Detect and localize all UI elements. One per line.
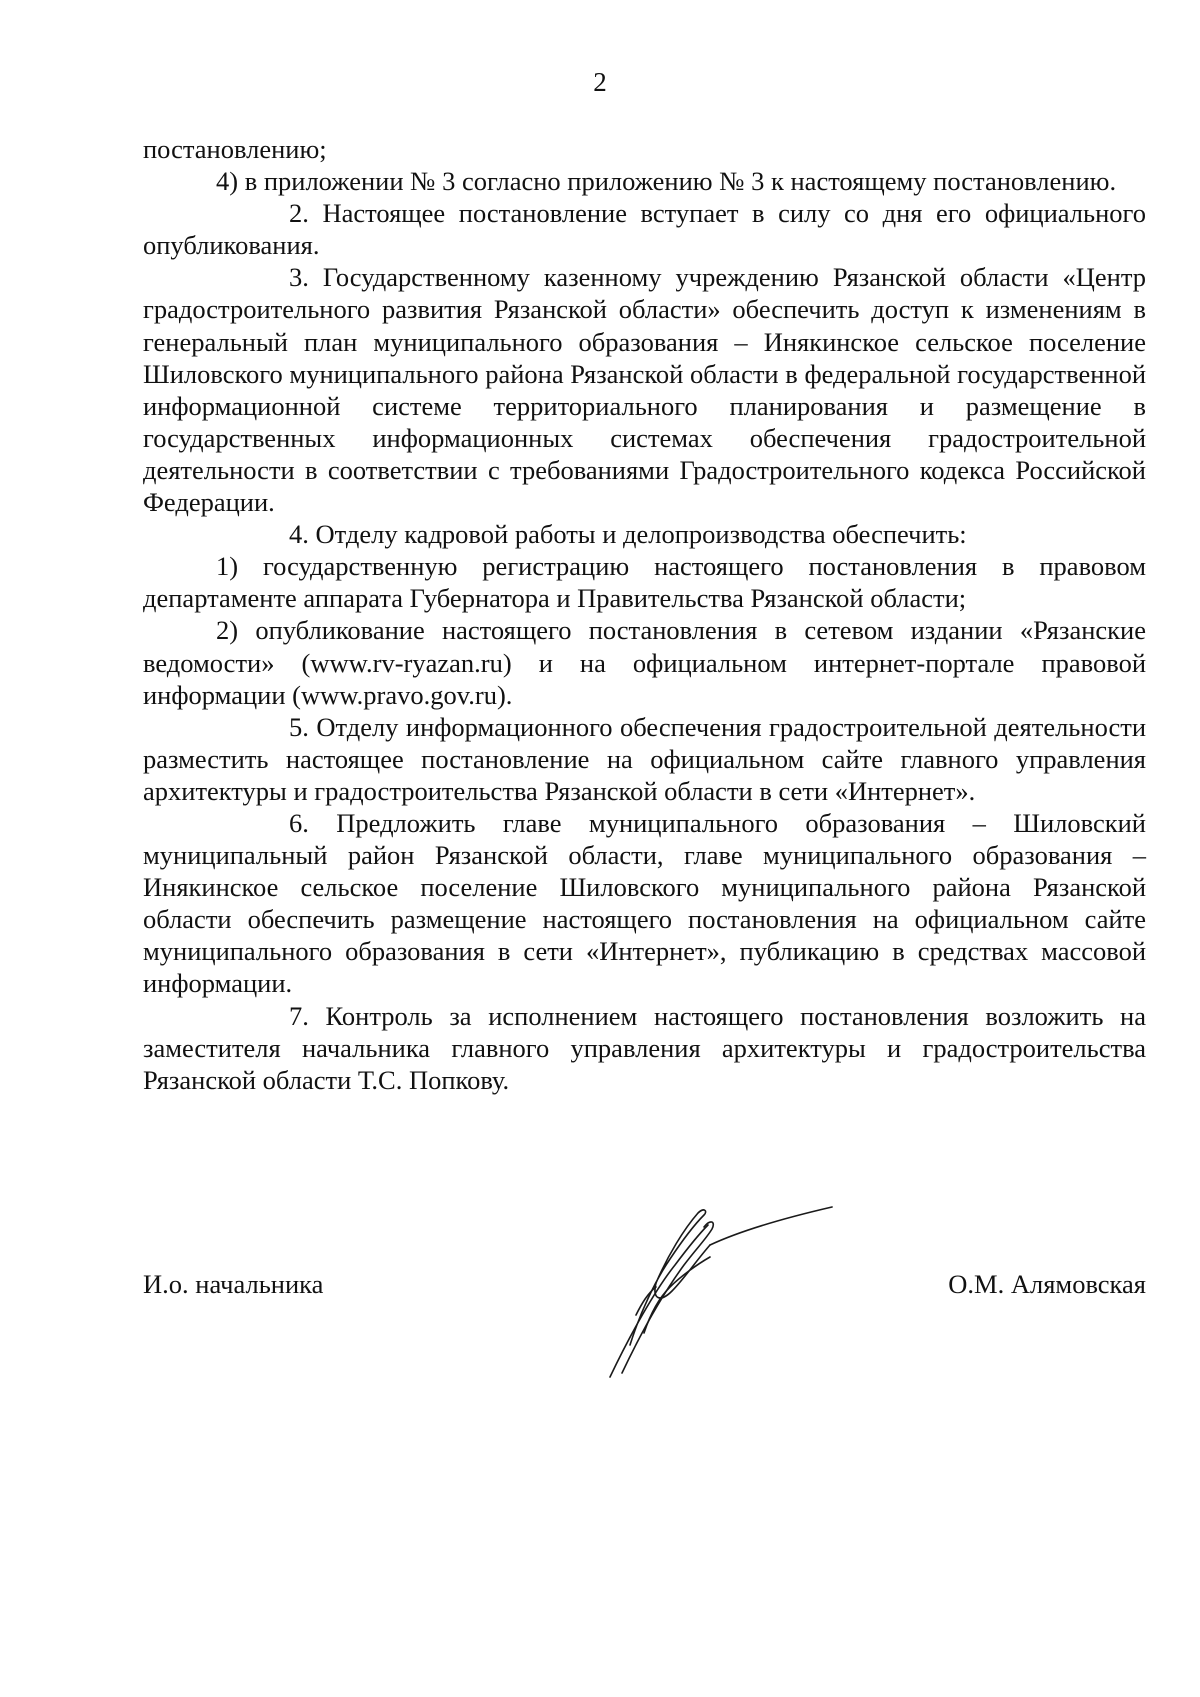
paragraph-subitem-4: 4) в приложении № 3 согласно приложению № 3 к настоящему постановлению. [216,166,1117,197]
item-number: 2. [289,198,309,229]
paragraph-item-5 [143,711,1146,807]
item-text: Контроль за исполнением настоящего постановления возложить на заместителя начальника главного управления архитектуры и градостроительства Рязанской области Т.С. Попкову. [143,1000,1147,1095]
item-text: Предложить главе муниципального образования – Шиловский муниципальный район Рязанской области, главе муниципального образования – Инякинское сельское поселение Шиловского муниципального района Рязанской области обеспечить размещение настоящего постановления на официальном сайте муниципального образования в сети «Интернет», публикацию в средствах массовой информации. [143,807,1146,999]
item-text: Настоящее постановление вступает в силу со дня его официального опубликования. [143,198,1146,261]
item-number: 5. [289,711,309,742]
paragraph-item-7 [143,1000,1146,1096]
paragraph-item-6 [143,807,1146,1000]
paragraph-subitem-1: 1) государственную регистрацию настоящего постановления в правовом департаменте аппарата Губернатора и Правительства Рязанской области; [143,551,1146,614]
item-text: Государственному казенному учреждению Рязанской области «Центр градостроительного развития Рязанской области» обеспечить доступ к изменениям в генеральный план муниципального образования – Инякинское сельское поселение Шиловского муниципального района Рязанской области в федеральной государственной информационной системе территориального планирования и размещение в государственных информационных системах обеспечения градостроительной деятельности в соответствии с требованиями Градостроительного кодекса Российской Федерации. [143,262,1147,518]
signature-block [143,1268,1146,1308]
item-number: 3. [289,262,309,293]
item-number: 6. [289,807,309,838]
item-number: 4. [289,519,309,550]
paragraph-item-3 [143,261,1146,518]
paragraph-item-4 [143,518,1146,550]
item-text: Отделу кадровой работы и делопроизводства обеспечить: [315,519,967,550]
item-text: Отделу информационного обеспечения градостроительной деятельности разместить настоящее постановление на официальном сайте главного управления архитектуры и градостроительства Рязанской области в сети «Интернет». [143,711,1147,806]
paragraph-subitem-2: 2) опубликование настоящего постановления в сетевом издании «Рязанские ведомости» (www.rv-ryazan.ru) и на официальном интернет-портале правовой информации (www.pravo.gov.ru). [143,615,1146,710]
signatory-name: О.М. Алямовская [948,1269,1146,1299]
signatory-position: И.о. начальника [143,1269,324,1299]
page-number: 2 [593,67,607,97]
paragraph-continuation: постановлению; [143,134,327,164]
document-body [143,133,1146,1096]
paragraph-item-2 [143,197,1146,261]
item-number: 7. [289,1000,309,1031]
